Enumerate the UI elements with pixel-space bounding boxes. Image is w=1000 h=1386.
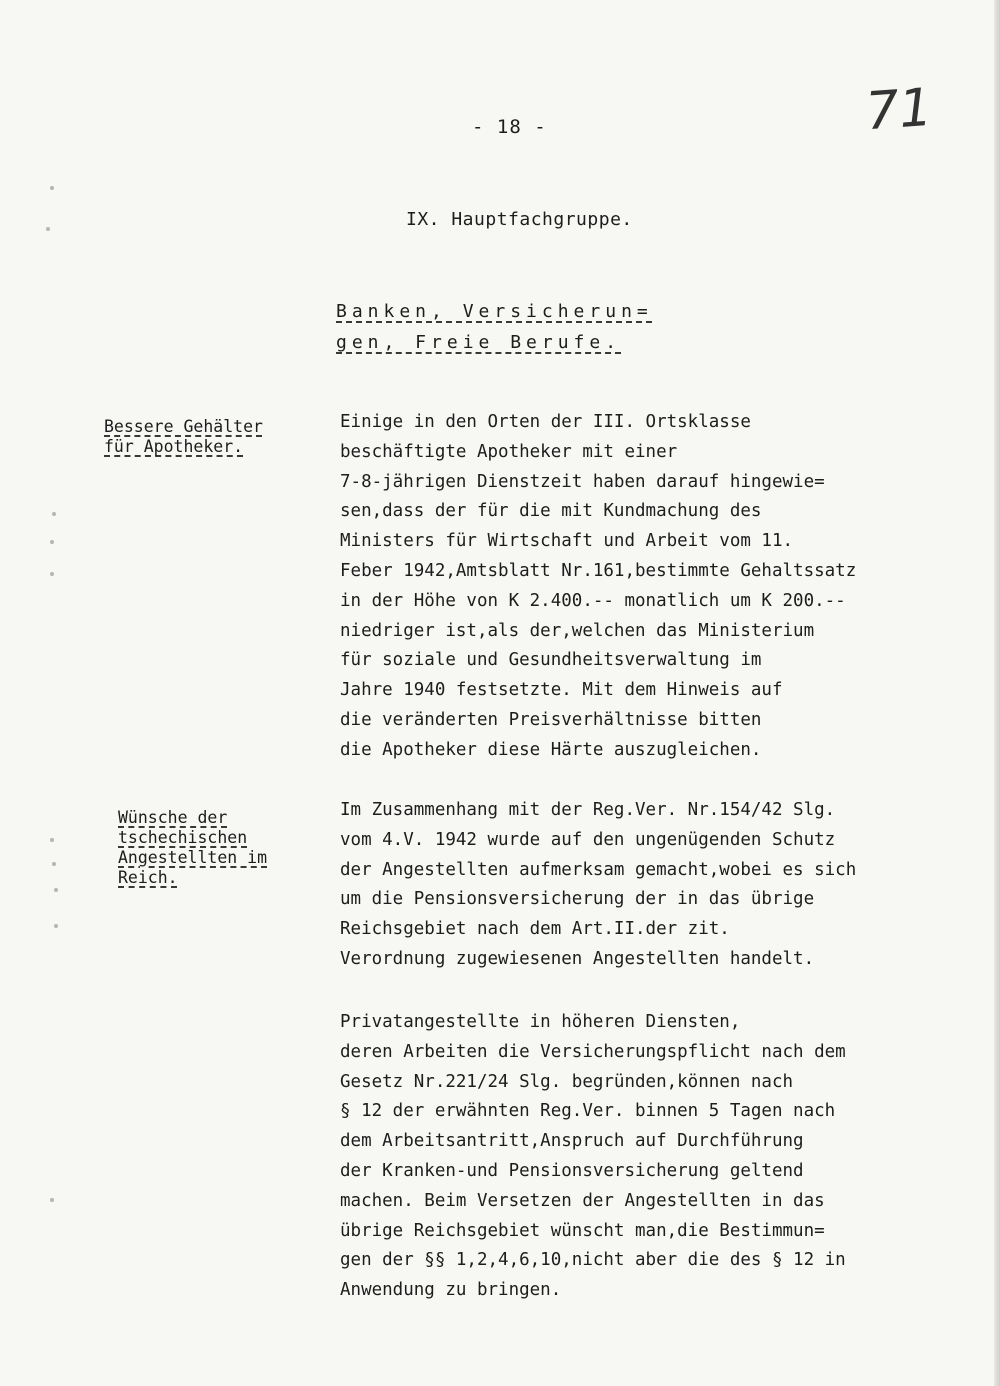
- subheading-line-1: Banken, Versicherun=: [336, 301, 653, 322]
- text-line: Reichsgebiet nach dem Art.II.der zit.: [340, 919, 730, 940]
- text-line: übrige Reichsgebiet wünscht man,die Bestimmun=: [340, 1220, 825, 1241]
- margin-label-line: Reich.: [118, 868, 178, 887]
- handwritten-archive-number: 71: [863, 77, 935, 143]
- text-line: der Angestellten aufmerksam gemacht,wobei es sich: [340, 859, 857, 880]
- text-line: die Apotheker diese Härte auszugleichen.: [340, 739, 762, 760]
- text-line: Einige in den Orten der III. Ortsklasse: [340, 412, 751, 432]
- text-line: beschäftigte Apotheker mit einer: [340, 441, 678, 462]
- text-line: gen der §§ 1,2,4,6,10,nicht aber die des § 12 in: [340, 1250, 846, 1271]
- text-line: Im Zusammenhang mit der Reg.Ver. Nr.154/42 Slg.: [340, 800, 836, 820]
- margin-label-apotheker: [104, 417, 263, 457]
- page-edge-shadow: [994, 0, 1000, 1386]
- margin-label-line: Bessere Gehälter: [104, 417, 263, 436]
- text-line: für soziale und Gesundheitsverwaltung im: [340, 650, 762, 671]
- margin-label-line: Angestellten im: [118, 848, 268, 867]
- margin-label-line: tschechischen: [118, 828, 248, 847]
- text-line: dem Arbeitsantritt,Anspruch auf Durchführung: [340, 1131, 804, 1152]
- margin-label-line: für Apotheker.: [104, 437, 244, 456]
- text-line: Verordnung zugewiesenen Angestellten handelt.: [340, 948, 815, 969]
- margin-label-angestellte: [118, 808, 267, 888]
- paragraph-apotheker: [340, 408, 950, 766]
- text-line: Privatangestellte in höheren Diensten,: [340, 1012, 741, 1032]
- section-subheading: [336, 296, 653, 358]
- text-line: niedriger ist,als der,welchen das Ministerium: [340, 620, 815, 641]
- page-number: - 18 -: [472, 116, 547, 138]
- text-line: um die Pensionsversicherung der in das übrige: [340, 889, 815, 910]
- subheading-line-2: gen, Freie Berufe.: [336, 332, 622, 353]
- text-line: der Kranken-und Pensionsversicherung geltend: [340, 1160, 804, 1181]
- text-line: Anwendung zu bringen.: [340, 1280, 562, 1301]
- text-line: machen. Beim Versetzen der Angestellten in das: [340, 1190, 825, 1211]
- margin-label-line: Wünsche der: [118, 808, 228, 827]
- text-line: in der Höhe von K 2.400.-- monatlich um K 200.--: [340, 590, 846, 611]
- text-line: 7-8-jährigen Dienstzeit haben darauf hingewie=: [340, 471, 825, 492]
- paragraph-privatangestellte: [340, 1008, 950, 1306]
- text-line: die veränderten Preisverhältnisse bitten: [340, 709, 762, 730]
- text-line: sen,dass der für die mit Kundmachung des: [340, 501, 762, 522]
- text-line: Ministers für Wirtschaft und Arbeit vom 11.: [340, 531, 794, 552]
- text-line: § 12 der erwähnten Reg.Ver. binnen 5 Tagen nach: [340, 1101, 836, 1122]
- text-line: deren Arbeiten die Versicherungspflicht nach dem: [340, 1041, 846, 1062]
- text-line: vom 4.V. 1942 wurde auf den ungenügenden Schutz: [340, 829, 836, 850]
- text-line: Gesetz Nr.221/24 Slg. begründen,können nach: [340, 1071, 794, 1092]
- text-line: Feber 1942,Amtsblatt Nr.161,bestimmte Gehaltssatz: [340, 560, 857, 581]
- text-line: Jahre 1940 festsetzte. Mit dem Hinweis auf: [340, 680, 783, 701]
- section-heading: IX. Hauptfachgruppe.: [406, 209, 633, 230]
- paragraph-angestellte: [340, 796, 950, 975]
